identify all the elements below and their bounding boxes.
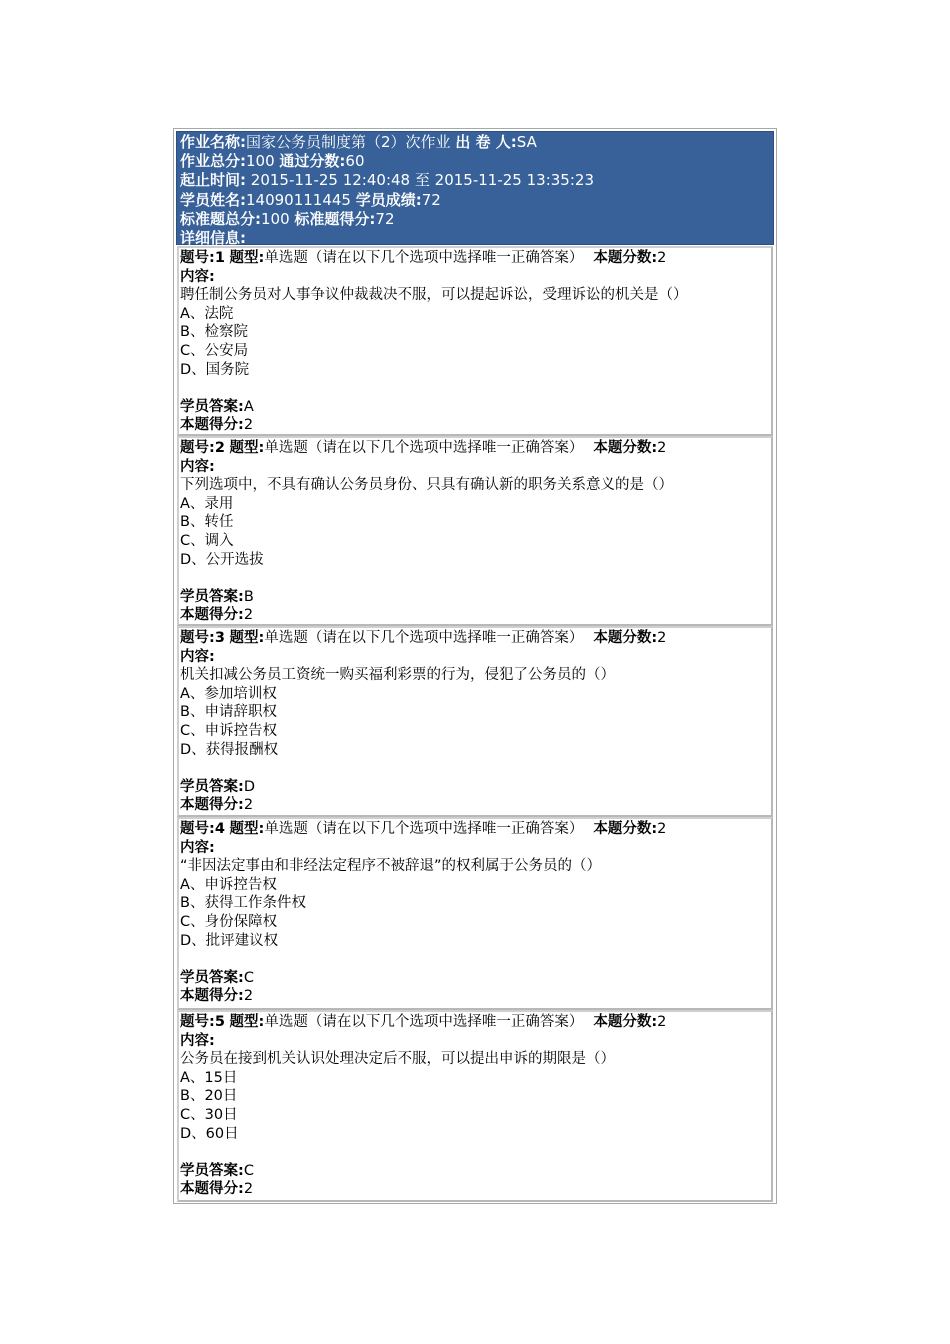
question-meta-line bbox=[180, 1013, 771, 1032]
answer-option: C、30日 bbox=[180, 1106, 238, 1123]
answer-option: C、公安局 bbox=[180, 342, 249, 359]
assignment-name: 国家公务员制度第（2）次作业 bbox=[246, 133, 451, 151]
answer-option: A、法院 bbox=[180, 305, 234, 322]
student-answer: C bbox=[243, 1162, 254, 1179]
question-block bbox=[177, 246, 773, 436]
question-number-label: 题号: bbox=[180, 630, 215, 646]
student-answer: B bbox=[243, 588, 254, 605]
question-got-label: 本题得分: bbox=[180, 417, 244, 434]
name-label: 作业名称: bbox=[180, 133, 246, 151]
answer-option: D、60日 bbox=[180, 1125, 239, 1142]
question-got: 2 bbox=[243, 1181, 254, 1198]
answer-option: B、20日 bbox=[180, 1088, 238, 1105]
question-type-label: 题型: bbox=[229, 630, 265, 646]
answer-option: C、身份保障权 bbox=[180, 913, 278, 930]
answer-option: D、国务院 bbox=[180, 361, 250, 378]
header-row-student bbox=[180, 191, 773, 210]
student-answer: C bbox=[243, 969, 254, 986]
student-answer-label: 学员答案: bbox=[180, 969, 244, 986]
question-block bbox=[177, 626, 773, 817]
question-text: 公务员在接到机关认识处理决定后不服，可以提出申诉的期限是（） bbox=[180, 1051, 615, 1068]
question-number: 2 bbox=[214, 440, 225, 456]
answer-option: D、批评建议权 bbox=[180, 932, 279, 949]
author-label: 出 卷 人: bbox=[455, 133, 517, 151]
question-score-label: 本题分数: bbox=[593, 250, 658, 266]
std-total-label: 标准题总分: bbox=[180, 209, 261, 228]
blank-line bbox=[180, 569, 771, 588]
content-label: 内容: bbox=[180, 458, 215, 475]
question-type-label: 题型: bbox=[229, 250, 265, 266]
std-total-value: 100 bbox=[261, 209, 290, 228]
student-answer-line bbox=[180, 1162, 771, 1181]
total-value: 100 bbox=[246, 152, 275, 171]
question-type-label: 题型: bbox=[229, 440, 265, 456]
answer-option: B、检察院 bbox=[180, 324, 248, 341]
std-score-label: 标准题得分: bbox=[294, 209, 376, 228]
blank-line bbox=[180, 379, 771, 398]
answer-option: B、申请辞职权 bbox=[180, 704, 277, 721]
answer-option: A、15日 bbox=[180, 1069, 238, 1086]
question-block bbox=[177, 817, 773, 1010]
answer-option: B、获得工作条件权 bbox=[180, 895, 306, 912]
question-number: 3 bbox=[214, 630, 225, 646]
question-type: 单选题（请在以下几个选项中选择唯一正确答案） bbox=[264, 1014, 584, 1030]
student-answer-label: 学员答案: bbox=[180, 1162, 244, 1179]
student-id: 14090111445 bbox=[246, 190, 351, 209]
time-to: 至 bbox=[414, 171, 430, 190]
question-number: 5 bbox=[214, 1014, 225, 1030]
answer-option: D、公开选拔 bbox=[180, 551, 264, 568]
content-label: 内容: bbox=[180, 1032, 215, 1049]
student-label: 学员姓名: bbox=[180, 190, 246, 209]
time-end: 2015-11-25 13:35:23 bbox=[434, 171, 594, 190]
question-score: 2 bbox=[657, 250, 667, 266]
question-text: 下列选项中，不具有确认公务员身份、只具有确认新的职务关系意义的是（） bbox=[180, 477, 673, 494]
question-got-label: 本题得分: bbox=[180, 1181, 244, 1198]
grade-label: 学员成绩: bbox=[355, 190, 422, 209]
question-text: 机关扣减公务员工资统一购买福利彩票的行为，侵犯了公务员的（） bbox=[180, 667, 615, 684]
student-answer-label: 学员答案: bbox=[180, 778, 244, 795]
assignment-header bbox=[176, 131, 774, 245]
blank-line bbox=[180, 1143, 771, 1162]
header-row-name bbox=[180, 133, 773, 152]
student-answer-label: 学员答案: bbox=[180, 588, 244, 605]
question-score-label: 本题分数: bbox=[593, 1014, 658, 1030]
question-type: 单选题（请在以下几个选项中选择唯一正确答案） bbox=[264, 630, 584, 646]
question-got-line bbox=[180, 416, 771, 435]
blank-line bbox=[180, 759, 771, 778]
question-score: 2 bbox=[657, 821, 667, 837]
question-number-label: 题号: bbox=[180, 440, 215, 456]
answer-option: C、申诉控告权 bbox=[180, 722, 278, 739]
assignment-result-table bbox=[173, 128, 777, 1204]
question-type: 单选题（请在以下几个选项中选择唯一正确答案） bbox=[264, 821, 584, 837]
answer-option: D、获得报酬权 bbox=[180, 741, 279, 758]
pass-label: 通过分数: bbox=[279, 152, 346, 171]
student-answer-line bbox=[180, 588, 771, 607]
pass-value: 60 bbox=[345, 152, 365, 171]
question-score-label: 本题分数: bbox=[593, 821, 658, 837]
question-score-label: 本题分数: bbox=[593, 440, 658, 456]
question-type: 单选题（请在以下几个选项中选择唯一正确答案） bbox=[264, 250, 584, 266]
question-number: 1 bbox=[214, 250, 225, 266]
question-type: 单选题（请在以下几个选项中选择唯一正确答案） bbox=[264, 440, 584, 456]
student-answer-line bbox=[180, 778, 771, 797]
answer-option: B、转任 bbox=[180, 514, 234, 531]
question-score: 2 bbox=[657, 1014, 667, 1030]
header-row-total bbox=[180, 152, 773, 171]
header-row-standard bbox=[180, 210, 773, 229]
answer-option: A、申诉控告权 bbox=[180, 876, 277, 893]
question-got-line bbox=[180, 1180, 771, 1199]
total-label: 作业总分: bbox=[180, 152, 246, 171]
question-got: 2 bbox=[243, 607, 254, 624]
student-answer: D bbox=[243, 778, 255, 795]
question-score: 2 bbox=[657, 630, 667, 646]
std-score-value: 72 bbox=[375, 209, 395, 228]
question-block bbox=[177, 436, 773, 626]
question-number-label: 题号: bbox=[180, 250, 215, 266]
question-text: “非因法定事由和非经法定程序不被辞退”的权利属于公务员的（） bbox=[180, 858, 602, 875]
question-got-line bbox=[180, 606, 771, 625]
student-answer-label: 学员答案: bbox=[180, 398, 244, 415]
question-text: 聘任制公务员对人事争议仲裁裁决不服，可以提起诉讼，受理诉讼的机关是（） bbox=[180, 287, 688, 304]
question-meta-line bbox=[180, 439, 771, 458]
question-got-line bbox=[180, 987, 771, 1006]
student-answer-line bbox=[180, 969, 771, 988]
time-start: 2015-11-25 12:40:48 bbox=[250, 171, 411, 190]
question-number: 4 bbox=[214, 821, 225, 837]
question-got: 2 bbox=[243, 797, 254, 814]
time-label: 起止时间: bbox=[180, 171, 246, 190]
content-label: 内容: bbox=[180, 648, 215, 665]
question-type-label: 题型: bbox=[229, 821, 265, 837]
grade-value: 72 bbox=[421, 190, 441, 209]
question-got-label: 本题得分: bbox=[180, 988, 244, 1005]
content-label: 内容: bbox=[180, 839, 215, 856]
question-got: 2 bbox=[243, 988, 254, 1005]
header-row-time bbox=[180, 171, 773, 190]
question-number-label: 题号: bbox=[180, 1014, 215, 1030]
answer-option: A、录用 bbox=[180, 495, 234, 512]
question-meta-line bbox=[180, 249, 771, 268]
student-answer: A bbox=[243, 398, 254, 415]
detail-label: 详细信息: bbox=[180, 228, 246, 247]
question-got: 2 bbox=[243, 417, 254, 434]
answer-option: A、参加培训权 bbox=[180, 685, 277, 702]
question-got-label: 本题得分: bbox=[180, 797, 244, 814]
question-meta-line bbox=[180, 629, 771, 648]
content-label: 内容: bbox=[180, 268, 215, 285]
blank-line bbox=[180, 950, 771, 969]
question-type-label: 题型: bbox=[229, 1014, 265, 1030]
question-block bbox=[177, 1010, 773, 1202]
question-number-label: 题号: bbox=[180, 821, 215, 837]
question-score-label: 本题分数: bbox=[593, 630, 658, 646]
author-value: SA bbox=[516, 133, 537, 151]
question-got-label: 本题得分: bbox=[180, 607, 244, 624]
question-score: 2 bbox=[657, 440, 667, 456]
question-got-line bbox=[180, 796, 771, 815]
question-meta-line bbox=[180, 820, 771, 839]
student-answer-line bbox=[180, 398, 771, 417]
answer-option: C、调入 bbox=[180, 532, 234, 549]
